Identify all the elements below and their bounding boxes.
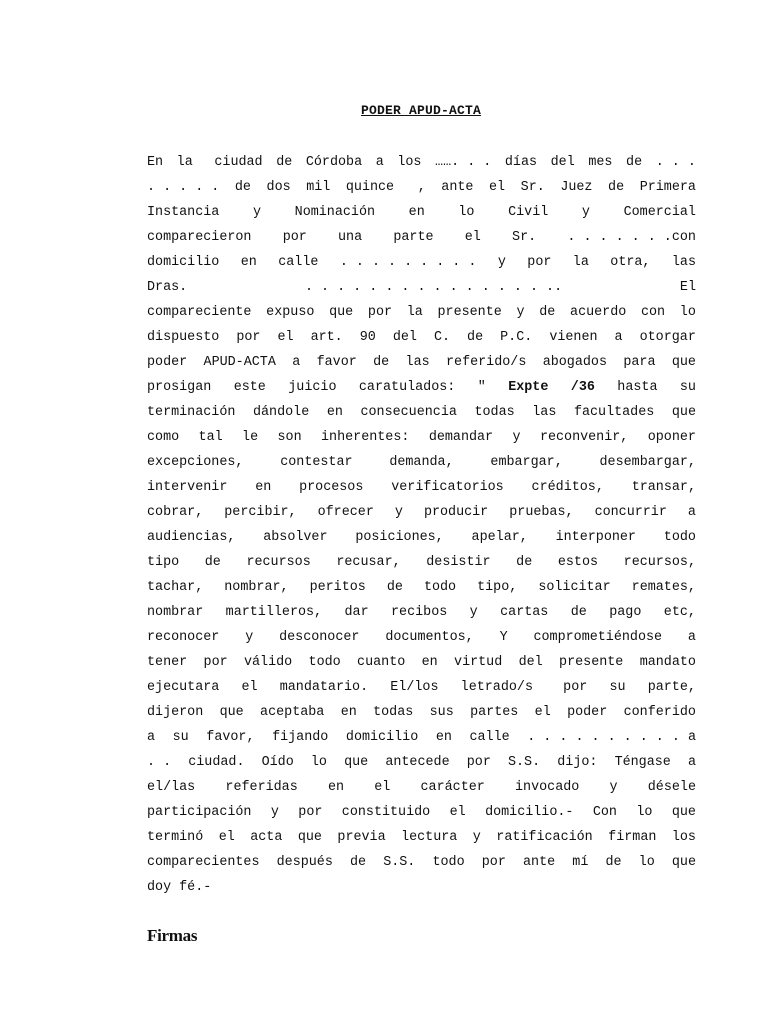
body-word: el [241,680,258,695]
body-word: compareciente [147,305,252,320]
body-word: Civil [508,205,549,220]
body-word: , [409,180,426,195]
body-word: cartas [500,605,549,620]
body-word: parte, [647,680,696,695]
body-word: referido/s [446,355,527,370]
body-line [147,575,696,600]
body-word: y [472,830,481,845]
body-word: ante [523,855,556,870]
body-word: la [572,255,589,270]
body-word: acta [250,830,283,845]
body-word: de [516,555,533,570]
body-word: Oído [261,755,294,770]
body-line [147,250,696,275]
body-word: art. [310,330,343,345]
body-word: presente [559,655,624,670]
body-word: mandatario. [279,680,369,695]
body-word: caratulados: [358,380,456,395]
body-word: désele [647,780,696,795]
body-word: etc, [663,605,696,620]
body-word: de [467,330,484,345]
body-word: documentos, [385,630,474,645]
body-word: Córdoba [305,155,363,170]
body-word: de [234,180,251,195]
body-word: y [252,205,262,220]
body-word: /36 [570,380,595,395]
body-word: que [671,855,696,870]
body-word: dar [344,605,369,620]
body-word: expuso [266,305,315,320]
body-word: en [421,655,438,670]
body-word: Expte [508,380,549,395]
body-line [147,425,696,450]
body-word: con [640,305,666,320]
body-word: apelar, [471,530,528,545]
body-line [147,325,696,350]
body-word: absolver [263,530,328,545]
body-word: Comercial [623,205,696,220]
body-word: poder [147,355,188,370]
body-word: lectura [401,830,458,845]
body-word: ofrecer [317,505,374,520]
body-line [147,400,696,425]
body-word: otorgar [639,330,696,345]
body-word: y [512,430,521,445]
body-word: de [570,605,587,620]
body-word: domicilio [147,255,220,270]
body-line [147,850,696,875]
signatures-heading: Firmas [147,926,198,945]
body-word: su [679,380,696,395]
body-word: le [242,430,259,445]
body-word: cobrar, [147,505,204,520]
body-word: su [172,730,189,745]
body-word: Dras. [147,280,188,295]
body-word: todas [474,405,515,420]
body-word: Téngase [614,755,671,770]
body-word: que [671,805,696,820]
body-word: créditos, [531,480,604,495]
body-word: . . [147,755,172,770]
body-word: comprometiéndose [533,630,663,645]
body-line [147,275,696,300]
body-word: calle [469,730,510,745]
body-line [147,475,696,500]
body-word: conferido [623,705,696,720]
body-word: nombrar, [224,580,289,595]
body-word: interponer [555,530,636,545]
body-word: reconvenir, [539,430,629,445]
body-word: juicio [288,380,337,395]
body-word: terminación [147,405,236,420]
body-word: de [204,555,221,570]
body-word: por [527,255,552,270]
body-line [147,750,696,775]
body-word: las [671,255,696,270]
body-word: los [671,830,696,845]
body-word: favor [316,355,357,370]
body-line [147,875,696,900]
body-word: partes [470,705,519,720]
body-word: transar, [631,480,696,495]
body-word: previa [337,830,386,845]
body-word: el [277,330,294,345]
body-word: demandar [428,430,494,445]
body-line [147,175,696,200]
body-word: fijando [272,730,329,745]
body-word: nombrar [147,605,204,620]
body-word: calle [278,255,319,270]
body-word: percibir, [224,505,297,520]
body-word: de [350,855,367,870]
body-word: Sr. [520,180,545,195]
body-word: letrado/s [460,680,533,695]
body-word: pago [609,605,642,620]
body-word: el [464,230,481,245]
body-word: que [671,405,696,420]
body-word: recusar, [336,555,401,570]
body-word: C. [433,330,451,345]
body-word: recursos [246,555,311,570]
body-word: ……. . . [435,155,492,170]
body-word: todo [663,530,696,545]
body-word: Primera [639,180,696,195]
body-word: mí [572,855,589,870]
body-word: otra, [610,255,651,270]
body-word: tipo, [477,580,518,595]
body-word: producir [423,505,489,520]
body-word: terminó [147,830,204,845]
body-word: audiencias, [147,530,236,545]
body-word: en [240,255,257,270]
body-word: las [405,355,430,370]
body-word: todo [423,580,457,595]
body-line [147,500,696,525]
body-line [147,200,696,225]
body-word: mandato [639,655,696,670]
body-word: tachar, [147,580,204,595]
body-word: posiciones, [355,530,444,545]
body-word: de [276,155,293,170]
body-word: excepciones, [147,455,244,470]
body-word: dijeron [147,705,204,720]
body-word: desistir [426,555,491,570]
body-word: recursos, [623,555,696,570]
body-word: lo [310,755,327,770]
body-word: verificatorios [391,480,504,495]
body-line [147,800,696,825]
body-word: que [219,705,244,720]
body-word: en [340,705,357,720]
body-word: la [406,305,423,320]
body-line [147,450,696,475]
body-word: los [397,155,422,170]
body-word: de [626,155,643,170]
body-word: . . . . . . .con [567,230,696,245]
body-word: el [534,705,551,720]
body-word: embargar, [490,455,563,470]
body-word: que [297,830,322,845]
body-word: sus [429,705,454,720]
body-line [147,675,696,700]
body-word: oponer [647,430,696,445]
body-line [147,550,696,575]
body-word: de [539,305,556,320]
body-word: . . . . . . . . . [339,255,477,270]
body-word: en [408,205,425,220]
body-word: ciudad [206,155,263,170]
body-word: . . . . . . . . . . a [527,730,696,745]
body-word: a [375,155,384,170]
body-word: pruebas, [509,505,574,520]
body-word: a [687,630,696,645]
body-word: lo [458,205,475,220]
body-word: facultades [573,405,655,420]
body-line [147,300,696,325]
body-word: por [367,305,393,320]
body-word: participación [147,805,252,820]
body-word: que [671,355,696,370]
body-line [147,225,696,250]
body-word: para [623,355,656,370]
body-word: del [392,330,417,345]
body-line [147,775,696,800]
body-word: peritos [309,580,366,595]
body-word: " [477,380,486,395]
body-word: del [550,155,575,170]
body-word: inherentes: [321,430,410,445]
body-word: son [277,430,302,445]
body-word: el [374,780,391,795]
body-word: una [338,230,363,245]
body-word: favor, [206,730,255,745]
body-line [147,150,696,175]
body-word: vienen [549,330,598,345]
body-line [147,825,696,850]
body-line [147,725,696,750]
body-word: dijo: [557,755,598,770]
body-word: de [373,355,390,370]
body-word: en [327,780,345,795]
body-word: prosigan [147,380,212,395]
body-word: y [245,630,254,645]
body-word: la [176,155,193,170]
body-word: después [276,855,333,870]
body-word: Instancia [147,205,220,220]
body-word: S.S. [383,855,416,870]
body-line [147,700,696,725]
body-word: como [147,430,180,445]
body-word: mil [306,180,331,195]
body-word: dos [266,180,291,195]
body-word: domicilio.- [485,805,574,820]
body-word: presente [437,305,502,320]
body-line [147,650,696,675]
body-word: dispuesto [147,330,220,345]
body-word: en [326,405,343,420]
body-word: demanda, [389,455,454,470]
body-word: 90 [359,330,376,345]
body-word: las [532,405,557,420]
body-line [147,600,696,625]
body-word: abogados [542,355,607,370]
body-word: y [581,205,590,220]
body-word: y [270,805,279,820]
body-word: ratificación [496,830,593,845]
body-word: En [147,155,164,170]
body-word: consecuencia [360,405,457,420]
body-word: carácter [420,780,485,795]
body-word: referidas [225,780,298,795]
document-title: PODER APUD-ACTA [360,103,482,118]
body-word: por [555,680,588,695]
body-word: S.S. [507,755,541,770]
body-word: su [609,680,626,695]
body-word: estos [557,555,599,570]
body-word: firman [608,830,657,845]
body-word: este [233,380,266,395]
body-word: el [218,830,235,845]
body-word: Nominación [294,205,376,220]
body-word: todo [432,855,465,870]
body-word: cuanto [357,655,406,670]
body-line [147,625,696,650]
body-word: y [394,505,403,520]
body-word: hasta [617,380,658,395]
body-word: invocado [515,780,580,795]
body-word: . . . . . [147,180,220,195]
body-word: todo [308,655,341,670]
body-word: que [344,755,369,770]
body-word: martilleros, [225,605,323,620]
body-word: solicitar [538,580,611,595]
body-word: y [497,255,506,270]
body-word: que [329,305,354,320]
body-word: de [386,580,403,595]
body-word: Sr. [512,230,537,245]
body-word: a [687,505,696,520]
body-word: tipo [147,555,180,570]
body-word: y [609,780,618,795]
body-word: dándole [252,405,310,420]
body-word: lo [636,805,653,820]
body-word: por [236,330,261,345]
body-word: parte [393,230,434,245]
body-word: a [147,730,156,745]
body-word: el [489,180,506,195]
body-word: antecede [385,755,450,770]
body-word: quince [345,180,395,195]
body-word: a [687,755,696,770]
body-word: doy fé.- [147,880,212,895]
body-word: concurrir [594,505,667,520]
body-word: constituido [341,805,431,820]
body-word: tener [147,655,188,670]
body-word: el [449,805,466,820]
body-word: . . . . . . . . . . . . . . . .. [304,280,563,295]
body-line [147,525,696,550]
body-word: tal [198,430,223,445]
body-word: a [614,330,623,345]
body-word: Juez [560,180,593,195]
body-line [147,375,696,400]
body-word: en [435,730,452,745]
body-word: y [469,605,478,620]
body-word: por [481,855,506,870]
body-word: El/los [390,680,439,695]
body-word: contestar [280,455,353,470]
body-word: ciudad. [188,755,245,770]
body-word: por [203,655,228,670]
body-word: de [608,180,625,195]
body-word: lo [638,855,655,870]
body-word: reconocer [147,630,220,645]
body-line [147,350,696,375]
body-word: domicilio [345,730,419,745]
body-word: aceptaba [260,705,325,720]
body-word: P.C. [500,330,533,345]
body-word: todas [373,705,414,720]
body-word: por [466,755,491,770]
body-word: por [298,805,323,820]
body-word: por [282,230,307,245]
document-body [147,150,696,900]
body-word: mes [588,155,613,170]
body-word: poder [567,705,608,720]
body-word: de [605,855,622,870]
body-word: virtud [454,655,503,670]
body-word: desconocer [279,630,360,645]
body-word: ejecutara [147,680,220,695]
body-word: Con [592,805,617,820]
body-word: el/las [147,780,196,795]
body-word: comparecientes [147,855,260,870]
body-word: procesos [299,480,364,495]
body-word: APUD-ACTA [203,355,276,370]
body-word: lo [679,305,696,320]
body-word: en [255,480,272,495]
body-word: Y [499,630,508,645]
body-word: . . . [655,155,696,170]
body-word: ante [441,180,474,195]
body-word: y [516,305,525,320]
body-word: días [504,155,538,170]
body-word: desembargar, [599,455,696,470]
body-word: acuerdo [570,305,627,320]
body-word: remates, [631,580,696,595]
body-word: del [518,655,543,670]
body-word: recibos [391,605,448,620]
body-word: válido [243,655,293,670]
body-word: El [679,280,696,295]
body-word: intervenir [147,480,228,495]
body-word: comparecieron [147,230,252,245]
body-word: a [292,355,301,370]
